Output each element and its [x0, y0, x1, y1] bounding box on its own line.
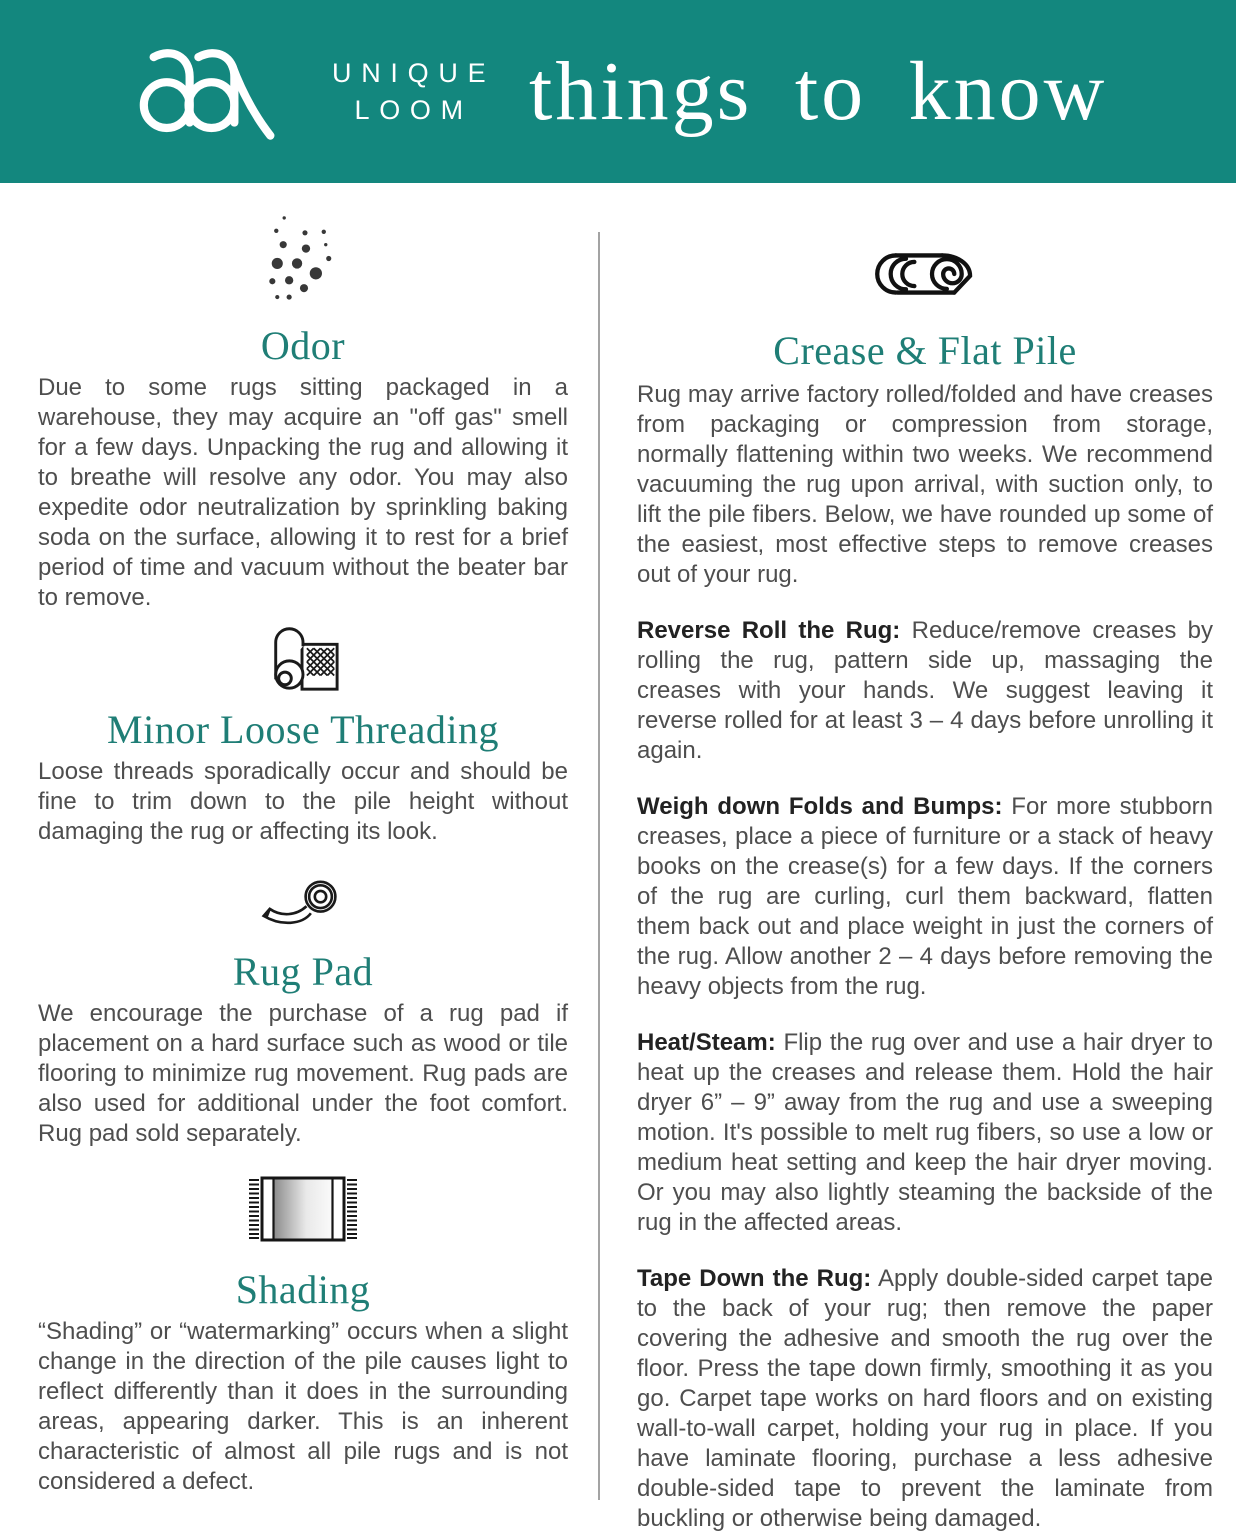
step-weigh-down [637, 792, 1213, 1002]
brand-name-line2: LOOM [354, 94, 473, 125]
brand-name-line1: UNIQUE [332, 57, 496, 88]
step-weigh-down-text: For more stubborn creases, place a piece of furniture or a stack of heavy books on the crease(s) for a few days. If the corners of the rug are curling, curl them backward, flatten them back out and place weight in just the corners of the rug. Allow another 2 – 4 days before removing the heavy objects from the rug. [637, 793, 1214, 1000]
step-weigh-down-lead: Weigh down Folds and Bumps: [637, 793, 1003, 820]
rug-pad-section-icon-wrap [38, 873, 568, 929]
threading-heading: Minor Loose Threading [107, 707, 499, 752]
shading-rug-icon [247, 1173, 359, 1245]
threading-section-icon-wrap [38, 619, 568, 695]
odor-heading: Odor [260, 323, 346, 368]
left-column [0, 183, 598, 1500]
right-column [600, 183, 1236, 1532]
shading-section-icon-wrap [38, 1173, 568, 1245]
rug-pad-heading: Rug Pad [232, 949, 374, 994]
brand-wordmark [332, 55, 495, 129]
odor-section-icon-wrap [38, 211, 568, 305]
page-title: things to know [529, 44, 1108, 138]
step-tape-down-lead: Tape Down the Rug: [637, 1265, 872, 1292]
crease-roll-icon [860, 248, 991, 300]
step-heat-steam-text: Flip the rug over and use a hair dryer to heat up the creases and release them. Hold the hair dryer 6” – 9” away from the rug and use a sweeping motion. It's possible to melt rug fibers, so use a low or medium heat setting and keep the hair dryer moving. Or you may also lightly steaming the backside of the rug in the affected areas. [637, 1029, 1213, 1236]
shading-heading: Shading [235, 1267, 371, 1312]
unique-loom-logo-icon [106, 44, 306, 140]
odor-body-text: Due to some rugs sitting packaged in a warehouse, they may acquire an "off gas" smell for a few days. Unpacking the rug and allowing it to breathe will resolve any odor. You may also expedite odor neutralization by sprinkling baking soda on the surface, allowing it to rest for a brief period of time and vacuum without the beater bar to remove. [38, 374, 568, 611]
rug-pad-body-text: We encourage the purchase of a rug pad if placement on a hard surface such as wood or tile flooring to minimize rug movement. Rug pads are also used for additional under the foot comfort. Rug pad sold separately. [38, 1000, 568, 1147]
crease-section-icon-wrap [637, 248, 1213, 300]
crease-body-text: Rug may arrive factory rolled/folded and have creases from packaging or compression from storage, normally flattening within two weeks. We recommend vacuuming the rug upon arrival, with suction only, to lift the pile fibers. Below, we have rounded up some of the easiest, most effective steps to remove creases out of your rug. [637, 381, 1213, 588]
rug-pad-roll-icon [257, 873, 349, 929]
threading-body-text: Loose threads sporadically occur and should be fine to trim down to the pile height without damaging the rug or affecting its look. [38, 758, 568, 845]
step-heat-steam-lead: Heat/Steam: [637, 1029, 776, 1056]
content [0, 183, 1236, 1532]
crease-heading: Crease & Flat Pile [773, 328, 1077, 373]
step-tape-down [637, 1264, 1213, 1534]
step-reverse-roll-lead: Reverse Roll the Rug: [637, 617, 901, 644]
odor-dots-icon [261, 211, 345, 305]
step-heat-steam [637, 1028, 1213, 1238]
brand [106, 44, 495, 140]
header-band [0, 0, 1236, 183]
rolled-rug-lattice-icon [263, 619, 343, 695]
step-tape-down-text: Apply double-sided carpet tape to the back of your rug; then remove the paper covering the adhesive and smooth the rug over the floor. Press the tape down firmly, smoothing it as you go. Carpet tape works on hard floors and on existing wall-to-wall carpet, holding your rug in place. If you have laminate flooring, purchase a less adhesive double-sided tape to prevent the laminate from buckling or otherwise being damaged. [637, 1265, 1214, 1532]
step-reverse-roll [637, 616, 1213, 766]
step-reverse-roll-text: Reduce/remove creases by rolling the rug, pattern side up, massaging the creases with your hands. We suggest leaving it reverse rolled for at least 3 – 4 days before unrolling it again. [637, 617, 1214, 764]
shading-body-text: “Shading” or “watermarking” occurs when a slight change in the direction of the pile causes light to reflect differently than it does in the surrounding areas, appearing darker. This is an inherent characteristic of almost all pile rugs and is not considered a defect. [38, 1318, 568, 1495]
